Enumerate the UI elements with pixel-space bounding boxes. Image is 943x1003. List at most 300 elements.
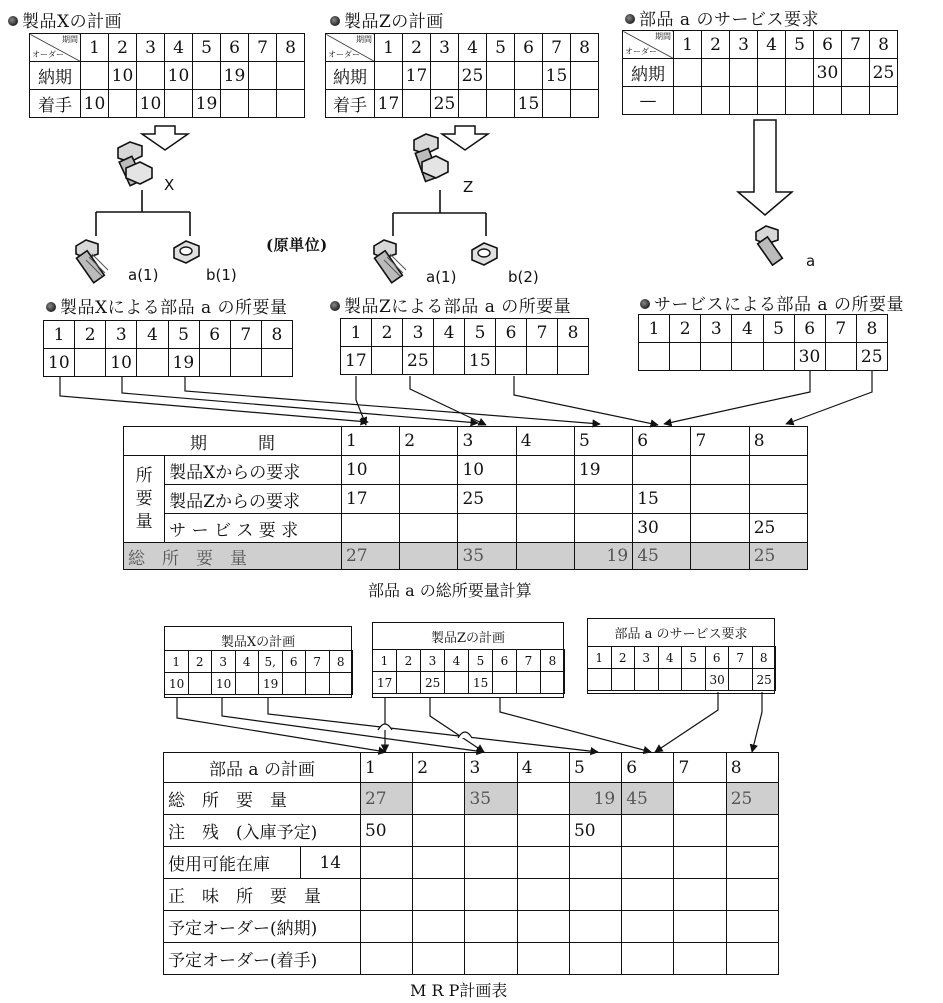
cell xyxy=(261,349,292,377)
cell: 10 xyxy=(165,673,189,695)
corner-cell: 期間 オーダー xyxy=(30,34,81,62)
period-header: 4 xyxy=(235,651,259,673)
total-cell: 27 xyxy=(341,543,399,570)
period-header: 4 xyxy=(165,34,193,62)
cell xyxy=(825,343,856,371)
row-label: サ ー ビ ス 要 求 xyxy=(165,514,342,543)
cell: 10 xyxy=(81,90,109,118)
period-header: 5, xyxy=(259,651,283,673)
cell xyxy=(588,669,612,691)
cell xyxy=(622,879,674,911)
total-cell: 45 xyxy=(633,543,691,570)
req-service-table xyxy=(638,314,888,371)
period-header: 4 xyxy=(758,31,786,59)
cell xyxy=(277,90,305,118)
mrp-header-label: 部品 a の計画 xyxy=(164,753,361,783)
cell xyxy=(413,911,465,943)
cell xyxy=(786,59,814,87)
period-header: 7 xyxy=(691,427,749,456)
bolt-z-icon xyxy=(370,238,422,290)
period-header: 3 xyxy=(137,34,165,62)
cell xyxy=(109,90,137,118)
period-header: 5 xyxy=(465,319,496,347)
cell xyxy=(496,347,527,375)
cell: 27 xyxy=(360,783,412,815)
period-header: 6 xyxy=(622,753,674,783)
cell xyxy=(635,669,659,691)
cell xyxy=(870,87,898,115)
cell xyxy=(306,673,330,695)
z-part-b-label: b(2) xyxy=(508,268,539,286)
product-z-label: Z xyxy=(463,178,474,196)
cell xyxy=(360,847,412,879)
cell xyxy=(670,343,701,371)
mini-plan-x-table xyxy=(164,650,353,695)
cell: 10 xyxy=(165,62,193,90)
period-header: 5 xyxy=(682,647,706,669)
period-header: 4 xyxy=(459,34,487,62)
cell: 30 xyxy=(705,669,729,691)
total-cell: 25 xyxy=(749,543,807,570)
cell: 35 xyxy=(465,783,517,815)
period-header: 6 xyxy=(282,651,306,673)
period-header: 6 xyxy=(705,647,729,669)
cell xyxy=(571,62,599,90)
mini-plan-title: 部品 a のサービス要求 xyxy=(614,627,748,642)
cell xyxy=(465,879,517,911)
cell xyxy=(517,879,569,911)
period-header: 7 xyxy=(674,753,726,783)
period-header: 1 xyxy=(639,315,670,343)
cell xyxy=(517,911,569,943)
row-label: 総 所 要 量 xyxy=(164,783,361,815)
period-header: 6 xyxy=(633,427,691,456)
cell: 25 xyxy=(870,59,898,87)
cell xyxy=(516,485,574,514)
cell xyxy=(188,673,212,695)
period-header: 6 xyxy=(794,315,825,343)
x-part-a-label: a(1) xyxy=(128,266,159,284)
cell: 15 xyxy=(515,90,543,118)
cell xyxy=(658,669,682,691)
cell xyxy=(165,90,193,118)
cell xyxy=(674,847,726,879)
cell xyxy=(702,87,730,115)
period-header: 2 xyxy=(403,34,431,62)
period-header: 1 xyxy=(44,321,75,349)
cell xyxy=(558,347,589,375)
cell xyxy=(400,456,458,485)
cell: 10 xyxy=(137,90,165,118)
nut-z-icon xyxy=(468,240,502,270)
cell xyxy=(682,669,706,691)
period-header: 7 xyxy=(842,31,870,59)
cell xyxy=(569,879,621,911)
cell xyxy=(487,62,515,90)
cell xyxy=(674,879,726,911)
period-header: 2 xyxy=(188,651,212,673)
row-label: — xyxy=(623,87,674,115)
cell: 15 xyxy=(633,485,691,514)
period-header: 7 xyxy=(230,321,261,349)
period-header: 7 xyxy=(543,34,571,62)
period-header-label: 期 間 xyxy=(124,427,342,456)
unit-note: (原単位) xyxy=(266,236,328,254)
cell xyxy=(517,847,569,879)
bolt-a-icon xyxy=(752,224,802,270)
requirements-side-label: 所 要 量 xyxy=(124,456,165,543)
cell xyxy=(400,514,458,543)
period-header: 8 xyxy=(749,427,807,456)
period-header: 1 xyxy=(674,31,702,59)
period-header: 5 xyxy=(569,753,621,783)
cell xyxy=(487,90,515,118)
cell: 19 xyxy=(221,62,249,90)
cell: 25 xyxy=(752,669,776,691)
corner-cell: 期間 オーダー xyxy=(326,34,375,62)
mrp-plan-table xyxy=(163,752,779,975)
period-header: 4 xyxy=(445,650,469,672)
cell xyxy=(763,343,794,371)
period-header: 2 xyxy=(611,647,635,669)
period-header: 5 xyxy=(763,315,794,343)
period-header: 8 xyxy=(752,647,776,669)
cell xyxy=(221,90,249,118)
period-header: 3 xyxy=(730,31,758,59)
period-header: 7 xyxy=(306,651,330,673)
period-header: 8 xyxy=(558,319,589,347)
x-part-b-label: b(1) xyxy=(206,266,237,284)
period-header: 6 xyxy=(493,650,517,672)
cell xyxy=(341,514,399,543)
cell xyxy=(517,815,569,847)
plan-service-title: 部品 a のサービス要求 xyxy=(625,5,819,30)
cell xyxy=(413,879,465,911)
bolt-nut-assembly-z-icon xyxy=(408,132,460,190)
nut-x-icon xyxy=(170,238,204,268)
cell xyxy=(758,59,786,87)
cell xyxy=(400,485,458,514)
total-cell xyxy=(516,543,574,570)
cell xyxy=(622,911,674,943)
cell: 17 xyxy=(341,485,399,514)
cell: 17 xyxy=(403,62,431,90)
cell xyxy=(375,62,403,90)
period-header: 8 xyxy=(571,34,599,62)
cell xyxy=(749,485,807,514)
cell xyxy=(413,815,465,847)
period-header: 1 xyxy=(360,753,412,783)
total-cell xyxy=(400,543,458,570)
total-cell: 19 xyxy=(574,543,632,570)
period-header: 1 xyxy=(165,651,189,673)
cell xyxy=(674,911,726,943)
cell xyxy=(517,783,569,815)
period-header: 1 xyxy=(588,647,612,669)
period-header: 8 xyxy=(541,650,565,672)
bullet-icon xyxy=(640,299,650,309)
cell xyxy=(249,62,277,90)
cell xyxy=(413,847,465,879)
cell xyxy=(622,847,674,879)
z-part-a-label: a(1) xyxy=(426,268,457,286)
row-label: 納期 xyxy=(30,62,81,90)
on-hand-value: 14 xyxy=(300,847,360,879)
period-header: 3 xyxy=(106,321,137,349)
cell xyxy=(282,673,306,695)
cell xyxy=(814,87,842,115)
period-header: 3 xyxy=(458,427,516,456)
cell xyxy=(527,347,558,375)
period-header: 7 xyxy=(825,315,856,343)
cell xyxy=(458,514,516,543)
cell xyxy=(137,349,168,377)
cell: 25 xyxy=(856,343,887,371)
cell xyxy=(445,672,469,694)
period-header: 4 xyxy=(732,315,763,343)
cell: 10 xyxy=(106,349,137,377)
period-header: 2 xyxy=(702,31,730,59)
period-header: 4 xyxy=(658,647,682,669)
cell xyxy=(622,943,674,975)
total-row-label: 総 所 要 量 xyxy=(124,543,342,570)
cell: 19 xyxy=(569,783,621,815)
cell xyxy=(633,456,691,485)
cell xyxy=(726,815,778,847)
cell xyxy=(674,87,702,115)
cell xyxy=(516,456,574,485)
cell xyxy=(493,672,517,694)
cell xyxy=(360,943,412,975)
bullet-icon xyxy=(46,302,56,312)
period-header: 3 xyxy=(465,753,517,783)
plan-service-table xyxy=(622,30,898,115)
period-header: 2 xyxy=(75,321,106,349)
cell xyxy=(431,62,459,90)
cell xyxy=(403,90,431,118)
cell xyxy=(137,62,165,90)
period-header: 4 xyxy=(434,319,465,347)
cell xyxy=(569,943,621,975)
cell xyxy=(574,485,632,514)
cell: 17 xyxy=(373,672,397,694)
cell xyxy=(81,62,109,90)
cell xyxy=(543,90,571,118)
cell: 25 xyxy=(749,514,807,543)
mini-plan-service-table xyxy=(587,646,776,691)
cell: 30 xyxy=(633,514,691,543)
cell: 25 xyxy=(458,485,516,514)
period-header: 3 xyxy=(421,650,445,672)
period-header: 5 xyxy=(786,31,814,59)
period-header: 7 xyxy=(249,34,277,62)
bolt-nut-assembly-x-icon xyxy=(112,140,164,192)
plan-z-title: 製品Zの計画 xyxy=(330,7,444,32)
period-header: 8 xyxy=(329,651,353,673)
period-header: 2 xyxy=(397,650,421,672)
period-header: 7 xyxy=(729,647,753,669)
period-header: 8 xyxy=(870,31,898,59)
cell: 17 xyxy=(341,347,372,375)
row-label: 予定オーダー(納期) xyxy=(164,911,361,943)
cell xyxy=(701,343,732,371)
period-header: 5 xyxy=(574,427,632,456)
total-cell xyxy=(691,543,749,570)
cell xyxy=(413,943,465,975)
cell xyxy=(277,62,305,90)
cell xyxy=(459,90,487,118)
bullet-icon xyxy=(8,16,18,26)
cell xyxy=(397,672,421,694)
cell: 10 xyxy=(212,673,236,695)
cell: 10 xyxy=(458,456,516,485)
period-header: 4 xyxy=(517,753,569,783)
period-header: 2 xyxy=(372,319,403,347)
cell xyxy=(758,87,786,115)
gross-table-caption: 部品 a の総所要量計算 xyxy=(368,581,532,600)
period-header: 4 xyxy=(137,321,168,349)
cell xyxy=(571,90,599,118)
cell xyxy=(639,343,670,371)
cell xyxy=(786,87,814,115)
cell xyxy=(515,62,543,90)
period-header: 2 xyxy=(109,34,137,62)
period-header: 2 xyxy=(413,753,465,783)
cell: 50 xyxy=(569,815,621,847)
cell xyxy=(574,514,632,543)
mini-plan-title: 製品Zの計画 xyxy=(430,631,506,646)
cell xyxy=(199,349,230,377)
cell xyxy=(730,87,758,115)
total-cell: 35 xyxy=(458,543,516,570)
mini-plan-z-table xyxy=(372,649,565,694)
period-header: 1 xyxy=(375,34,403,62)
cell xyxy=(674,815,726,847)
req-service-title: サービスによる部品 a の所要量 xyxy=(640,290,904,315)
period-header: 7 xyxy=(527,319,558,347)
cell xyxy=(465,847,517,879)
req-z-title: 製品Zによる部品 a の所要量 xyxy=(330,292,571,317)
period-header: 8 xyxy=(261,321,292,349)
row-label: 製品Xからの要求 xyxy=(165,456,342,485)
bullet-icon xyxy=(330,301,340,311)
cell xyxy=(749,456,807,485)
cell xyxy=(729,669,753,691)
cell xyxy=(541,672,565,694)
req-x-table xyxy=(43,320,293,377)
row-label: 納期 xyxy=(623,59,674,87)
cell xyxy=(674,59,702,87)
period-header: 6 xyxy=(199,321,230,349)
cell xyxy=(465,911,517,943)
period-header: 3 xyxy=(635,647,659,669)
gross-requirements-table xyxy=(123,426,808,570)
cell xyxy=(235,673,259,695)
cell: 17 xyxy=(375,90,403,118)
cell: 19 xyxy=(259,673,283,695)
req-z-table xyxy=(340,318,589,375)
row-label: 使用可能在庫 xyxy=(164,847,301,879)
cell: 30 xyxy=(794,343,825,371)
cell xyxy=(702,59,730,87)
period-header: 2 xyxy=(400,427,458,456)
period-header: 3 xyxy=(701,315,732,343)
cell xyxy=(674,783,726,815)
cell xyxy=(465,943,517,975)
cell: 25 xyxy=(403,347,434,375)
cell xyxy=(230,349,261,377)
cell: 15 xyxy=(543,62,571,90)
cell xyxy=(372,347,403,375)
down-arrow-service xyxy=(738,120,792,215)
period-header: 4 xyxy=(516,427,574,456)
period-header: 1 xyxy=(341,427,399,456)
cell xyxy=(622,815,674,847)
cell xyxy=(842,87,870,115)
period-header: 8 xyxy=(277,34,305,62)
row-label: 着手 xyxy=(30,90,81,118)
cell: 25 xyxy=(726,783,778,815)
cell xyxy=(691,456,749,485)
cell xyxy=(517,672,541,694)
cell xyxy=(193,62,221,90)
part-a-label: a xyxy=(806,252,816,270)
bolt-x-icon xyxy=(72,238,124,290)
cell xyxy=(329,673,353,695)
period-header: 8 xyxy=(726,753,778,783)
period-header: 1 xyxy=(341,319,372,347)
cell xyxy=(726,943,778,975)
cell: 19 xyxy=(574,456,632,485)
cell: 50 xyxy=(360,815,412,847)
mini-plan-title: 製品Xの計画 xyxy=(220,635,296,650)
cell xyxy=(360,911,412,943)
period-header: 3 xyxy=(212,651,236,673)
cell: 25 xyxy=(421,672,445,694)
bullet-icon xyxy=(330,16,340,26)
mrp-table-caption: M R P計画表 xyxy=(410,981,508,1000)
period-header: 6 xyxy=(221,34,249,62)
period-header: 5 xyxy=(469,650,493,672)
cell xyxy=(726,847,778,879)
cell xyxy=(611,669,635,691)
period-header: 6 xyxy=(496,319,527,347)
cell xyxy=(516,514,574,543)
period-header: 7 xyxy=(517,650,541,672)
row-label: 予定オーダー(着手) xyxy=(164,943,361,975)
cell xyxy=(569,911,621,943)
row-label: 着手 xyxy=(326,90,375,118)
req-x-title: 製品Xによる部品 a の所要量 xyxy=(46,293,288,318)
cell xyxy=(75,349,106,377)
period-header: 5 xyxy=(168,321,199,349)
cell xyxy=(674,943,726,975)
period-header: 3 xyxy=(403,319,434,347)
cell: 30 xyxy=(814,59,842,87)
cell: 19 xyxy=(168,349,199,377)
cell xyxy=(732,343,763,371)
period-header: 6 xyxy=(814,31,842,59)
cell: 15 xyxy=(469,672,493,694)
row-label: 製品Zからの要求 xyxy=(165,485,342,514)
cell: 10 xyxy=(44,349,75,377)
cell: 19 xyxy=(193,90,221,118)
corner-cell: 期間 オーダー xyxy=(623,31,674,59)
row-label: 注 残 (入庫予定) xyxy=(164,815,361,847)
product-x-label: X xyxy=(164,176,175,194)
cell xyxy=(569,847,621,879)
cell: 10 xyxy=(341,456,399,485)
